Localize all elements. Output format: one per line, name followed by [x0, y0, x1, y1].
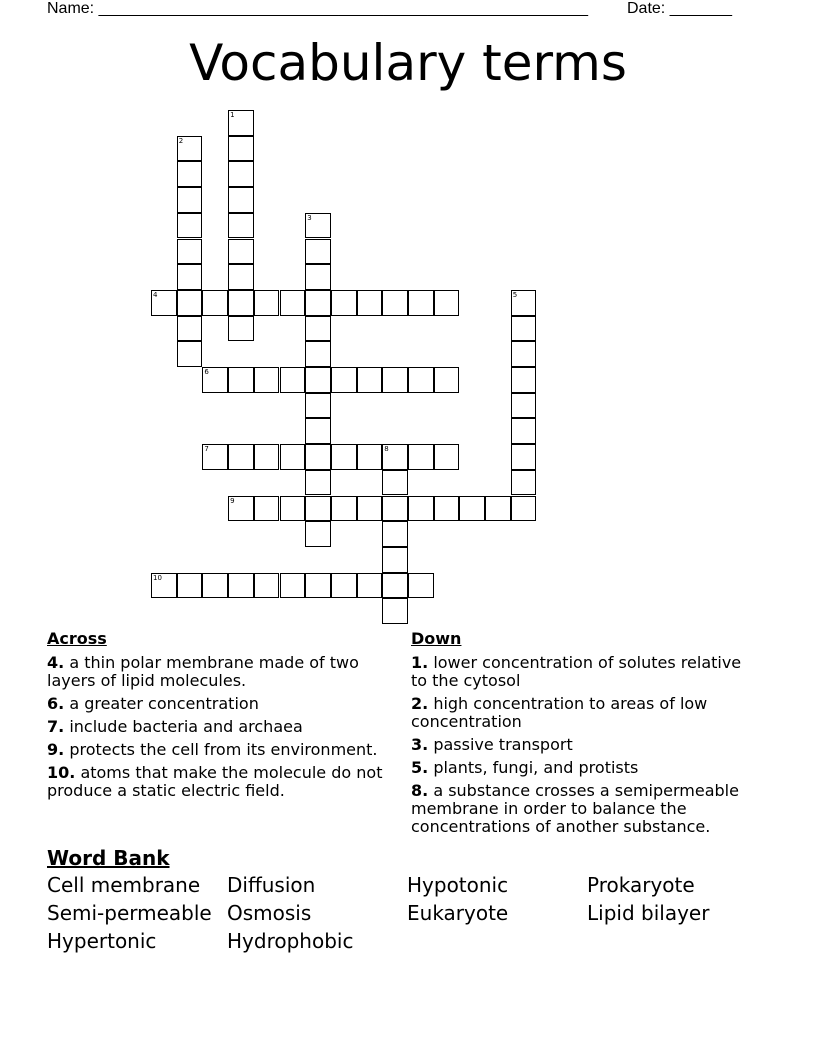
crossword-cell[interactable] [408, 290, 434, 316]
clue-text: protects the cell from its environment. [69, 740, 378, 759]
clue-down-3 [411, 736, 751, 754]
crossword-cell[interactable] [305, 573, 331, 599]
crossword-cell[interactable] [511, 444, 537, 470]
cell-number: 6 [204, 368, 209, 376]
word-bank-title: Word Bank [47, 846, 170, 870]
clue-across-10 [47, 764, 387, 800]
crossword-cell[interactable] [254, 496, 280, 522]
crossword-cell[interactable] [382, 470, 408, 496]
crossword-cell[interactable] [151, 290, 177, 316]
crossword-cell[interactable] [177, 316, 203, 342]
cell-number: 8 [384, 445, 389, 454]
crossword-cell[interactable] [254, 290, 280, 316]
crossword-cell[interactable] [254, 444, 280, 470]
crossword-cell[interactable] [305, 470, 331, 496]
crossword-cell[interactable] [511, 290, 537, 316]
clue-text: lower concentration of solutes relative to the cytosol [411, 653, 742, 690]
word-bank-item: Eukaryote [407, 901, 509, 925]
crossword-cell[interactable] [202, 367, 228, 393]
crossword-cell[interactable] [382, 573, 408, 599]
crossword-cell[interactable] [202, 573, 228, 599]
crossword-cell[interactable] [202, 444, 228, 470]
crossword-cell[interactable] [177, 187, 203, 213]
crossword-cell[interactable] [408, 573, 434, 599]
crossword-cell[interactable] [382, 367, 408, 393]
crossword-cell[interactable] [228, 161, 254, 187]
clue-down-5 [411, 759, 751, 777]
page-title: Vocabulary terms [189, 34, 627, 92]
crossword-cell[interactable] [305, 496, 331, 522]
crossword-cell[interactable] [202, 290, 228, 316]
crossword-cell[interactable] [331, 290, 357, 316]
clue-across-9 [47, 741, 387, 759]
crossword-cell[interactable] [511, 470, 537, 496]
crossword-cell[interactable] [305, 213, 331, 239]
crossword-cell[interactable] [382, 598, 408, 624]
word-bank-item: Osmosis [227, 901, 312, 925]
crossword-cell[interactable] [331, 496, 357, 522]
crossword-cell[interactable] [511, 496, 537, 522]
word-bank-item: Diffusion [227, 873, 316, 897]
word-bank-item: Semi-permeable [47, 901, 212, 925]
clue-number: 4. [47, 653, 65, 672]
clue-number: 9. [47, 740, 65, 759]
crossword-cell[interactable] [228, 367, 254, 393]
clue-text: plants, fungi, and protists [433, 758, 639, 777]
crossword-cell[interactable] [357, 573, 383, 599]
crossword-cell[interactable] [357, 496, 383, 522]
crossword-cell[interactable] [305, 393, 331, 419]
crossword-cell[interactable] [280, 444, 306, 470]
crossword-cell[interactable] [228, 187, 254, 213]
cell-number: 1 [230, 111, 235, 119]
crossword-cell[interactable] [305, 521, 331, 547]
crossword-cell[interactable] [382, 444, 408, 470]
name-line: Name: _______________________________________________________ [47, 0, 588, 17]
word-bank-item: Hypotonic [407, 873, 509, 897]
crossword-cell[interactable] [382, 496, 408, 522]
clue-number: 6. [47, 694, 65, 713]
crossword-cell[interactable] [254, 573, 280, 599]
crossword-cell[interactable] [305, 290, 331, 316]
crossword-cell[interactable] [357, 290, 383, 316]
crossword-cell[interactable] [408, 367, 434, 393]
crossword-cell[interactable] [228, 110, 254, 136]
crossword-cell[interactable] [331, 444, 357, 470]
clue-down-8 [411, 782, 751, 836]
crossword-cell[interactable] [254, 367, 280, 393]
word-bank-item: Hypertonic [47, 929, 157, 953]
crossword-cell[interactable] [228, 573, 254, 599]
word-bank-item: Prokaryote [587, 873, 695, 897]
cell-number: 4 [153, 290, 158, 299]
across-heading: Across [47, 629, 107, 648]
crossword-cell[interactable] [485, 496, 511, 522]
date-line: Date: _______ [627, 0, 732, 17]
crossword-cell[interactable] [434, 444, 460, 470]
word-bank [47, 874, 767, 952]
crossword-cell[interactable] [177, 136, 203, 162]
word-bank-item: Hydrophobic [227, 929, 354, 953]
clue-number: 8. [411, 781, 429, 800]
crossword-cell[interactable] [511, 418, 537, 444]
clue-text: a substance crosses a semipermeable membrane in order to balance the concentrations of another substance. [411, 781, 739, 836]
crossword-cell[interactable] [305, 316, 331, 342]
clue-across-6 [47, 695, 387, 713]
crossword-cell[interactable] [305, 264, 331, 290]
crossword-cell[interactable] [228, 290, 254, 316]
crossword-cell[interactable] [305, 341, 331, 367]
clue-text: a greater concentration [69, 694, 259, 713]
crossword-cell[interactable] [357, 367, 383, 393]
crossword-cell[interactable] [177, 239, 203, 265]
cell-number: 7 [204, 445, 209, 454]
clue-down-2 [411, 695, 751, 731]
clue-number: 7. [47, 717, 65, 736]
crossword-cell[interactable] [511, 367, 537, 393]
clue-across-7 [47, 718, 387, 736]
crossword-cell[interactable] [228, 444, 254, 470]
crossword-cell[interactable] [305, 367, 331, 393]
clue-text: atoms that make the molecule do not produce a static electric field. [47, 763, 383, 800]
crossword-cell[interactable] [382, 547, 408, 573]
crossword-cell[interactable] [280, 367, 306, 393]
crossword-cell[interactable] [177, 290, 203, 316]
crossword-cell[interactable] [151, 573, 177, 599]
crossword-cell[interactable] [511, 393, 537, 419]
clue-number: 5. [411, 758, 429, 777]
crossword-cell[interactable] [511, 341, 537, 367]
crossword-cell[interactable] [228, 264, 254, 290]
clue-text: a thin polar membrane made of two layers of lipid molecules. [47, 653, 359, 690]
crossword-cell[interactable] [228, 316, 254, 342]
crossword-cell[interactable] [305, 239, 331, 265]
crossword-cell[interactable] [228, 213, 254, 239]
crossword-cell[interactable] [331, 573, 357, 599]
crossword-cell[interactable] [459, 496, 485, 522]
crossword-cell[interactable] [280, 573, 306, 599]
clue-down-1 [411, 654, 751, 690]
word-bank-item: Cell membrane [47, 873, 201, 897]
crossword-cell[interactable] [331, 367, 357, 393]
crossword-cell[interactable] [408, 444, 434, 470]
word-bank-item: Lipid bilayer [587, 901, 710, 925]
crossword-cell[interactable] [382, 290, 408, 316]
crossword-cell[interactable] [305, 418, 331, 444]
crossword-cell[interactable] [228, 496, 254, 522]
cell-number: 10 [153, 573, 162, 582]
clue-text: high concentration to areas of low concentration [411, 694, 708, 731]
crossword-cell[interactable] [382, 521, 408, 547]
crossword-cell[interactable] [177, 264, 203, 290]
clue-number: 10. [47, 763, 76, 782]
clue-number: 1. [411, 653, 429, 672]
crossword-cell[interactable] [305, 444, 331, 470]
clue-text: passive transport [433, 735, 573, 754]
crossword-cell[interactable] [434, 290, 460, 316]
crossword-cell[interactable] [511, 316, 537, 342]
down-heading: Down [411, 629, 462, 648]
crossword-cell[interactable] [408, 496, 434, 522]
crossword-cell[interactable] [434, 367, 460, 393]
crossword-cell[interactable] [357, 444, 383, 470]
crossword-cell[interactable] [280, 290, 306, 316]
cell-number: 2 [178, 136, 184, 145]
down-clues [411, 630, 751, 841]
crossword-cell[interactable] [280, 496, 306, 522]
crossword-cell[interactable] [177, 213, 203, 239]
crossword-cell[interactable] [434, 496, 460, 522]
clue-across-4 [47, 654, 387, 690]
crossword-cell[interactable] [177, 573, 203, 599]
crossword-cell[interactable] [228, 136, 254, 162]
cell-number: 9 [230, 496, 235, 505]
crossword-cell[interactable] [177, 341, 203, 367]
clue-text: include bacteria and archaea [69, 717, 303, 736]
cell-number: 3 [307, 213, 312, 222]
crossword-cell[interactable] [228, 239, 254, 265]
across-clues [47, 630, 387, 805]
crossword-cell[interactable] [177, 161, 203, 187]
cell-number: 5 [512, 290, 518, 299]
clue-number: 2. [411, 694, 429, 713]
clue-number: 3. [411, 735, 429, 754]
